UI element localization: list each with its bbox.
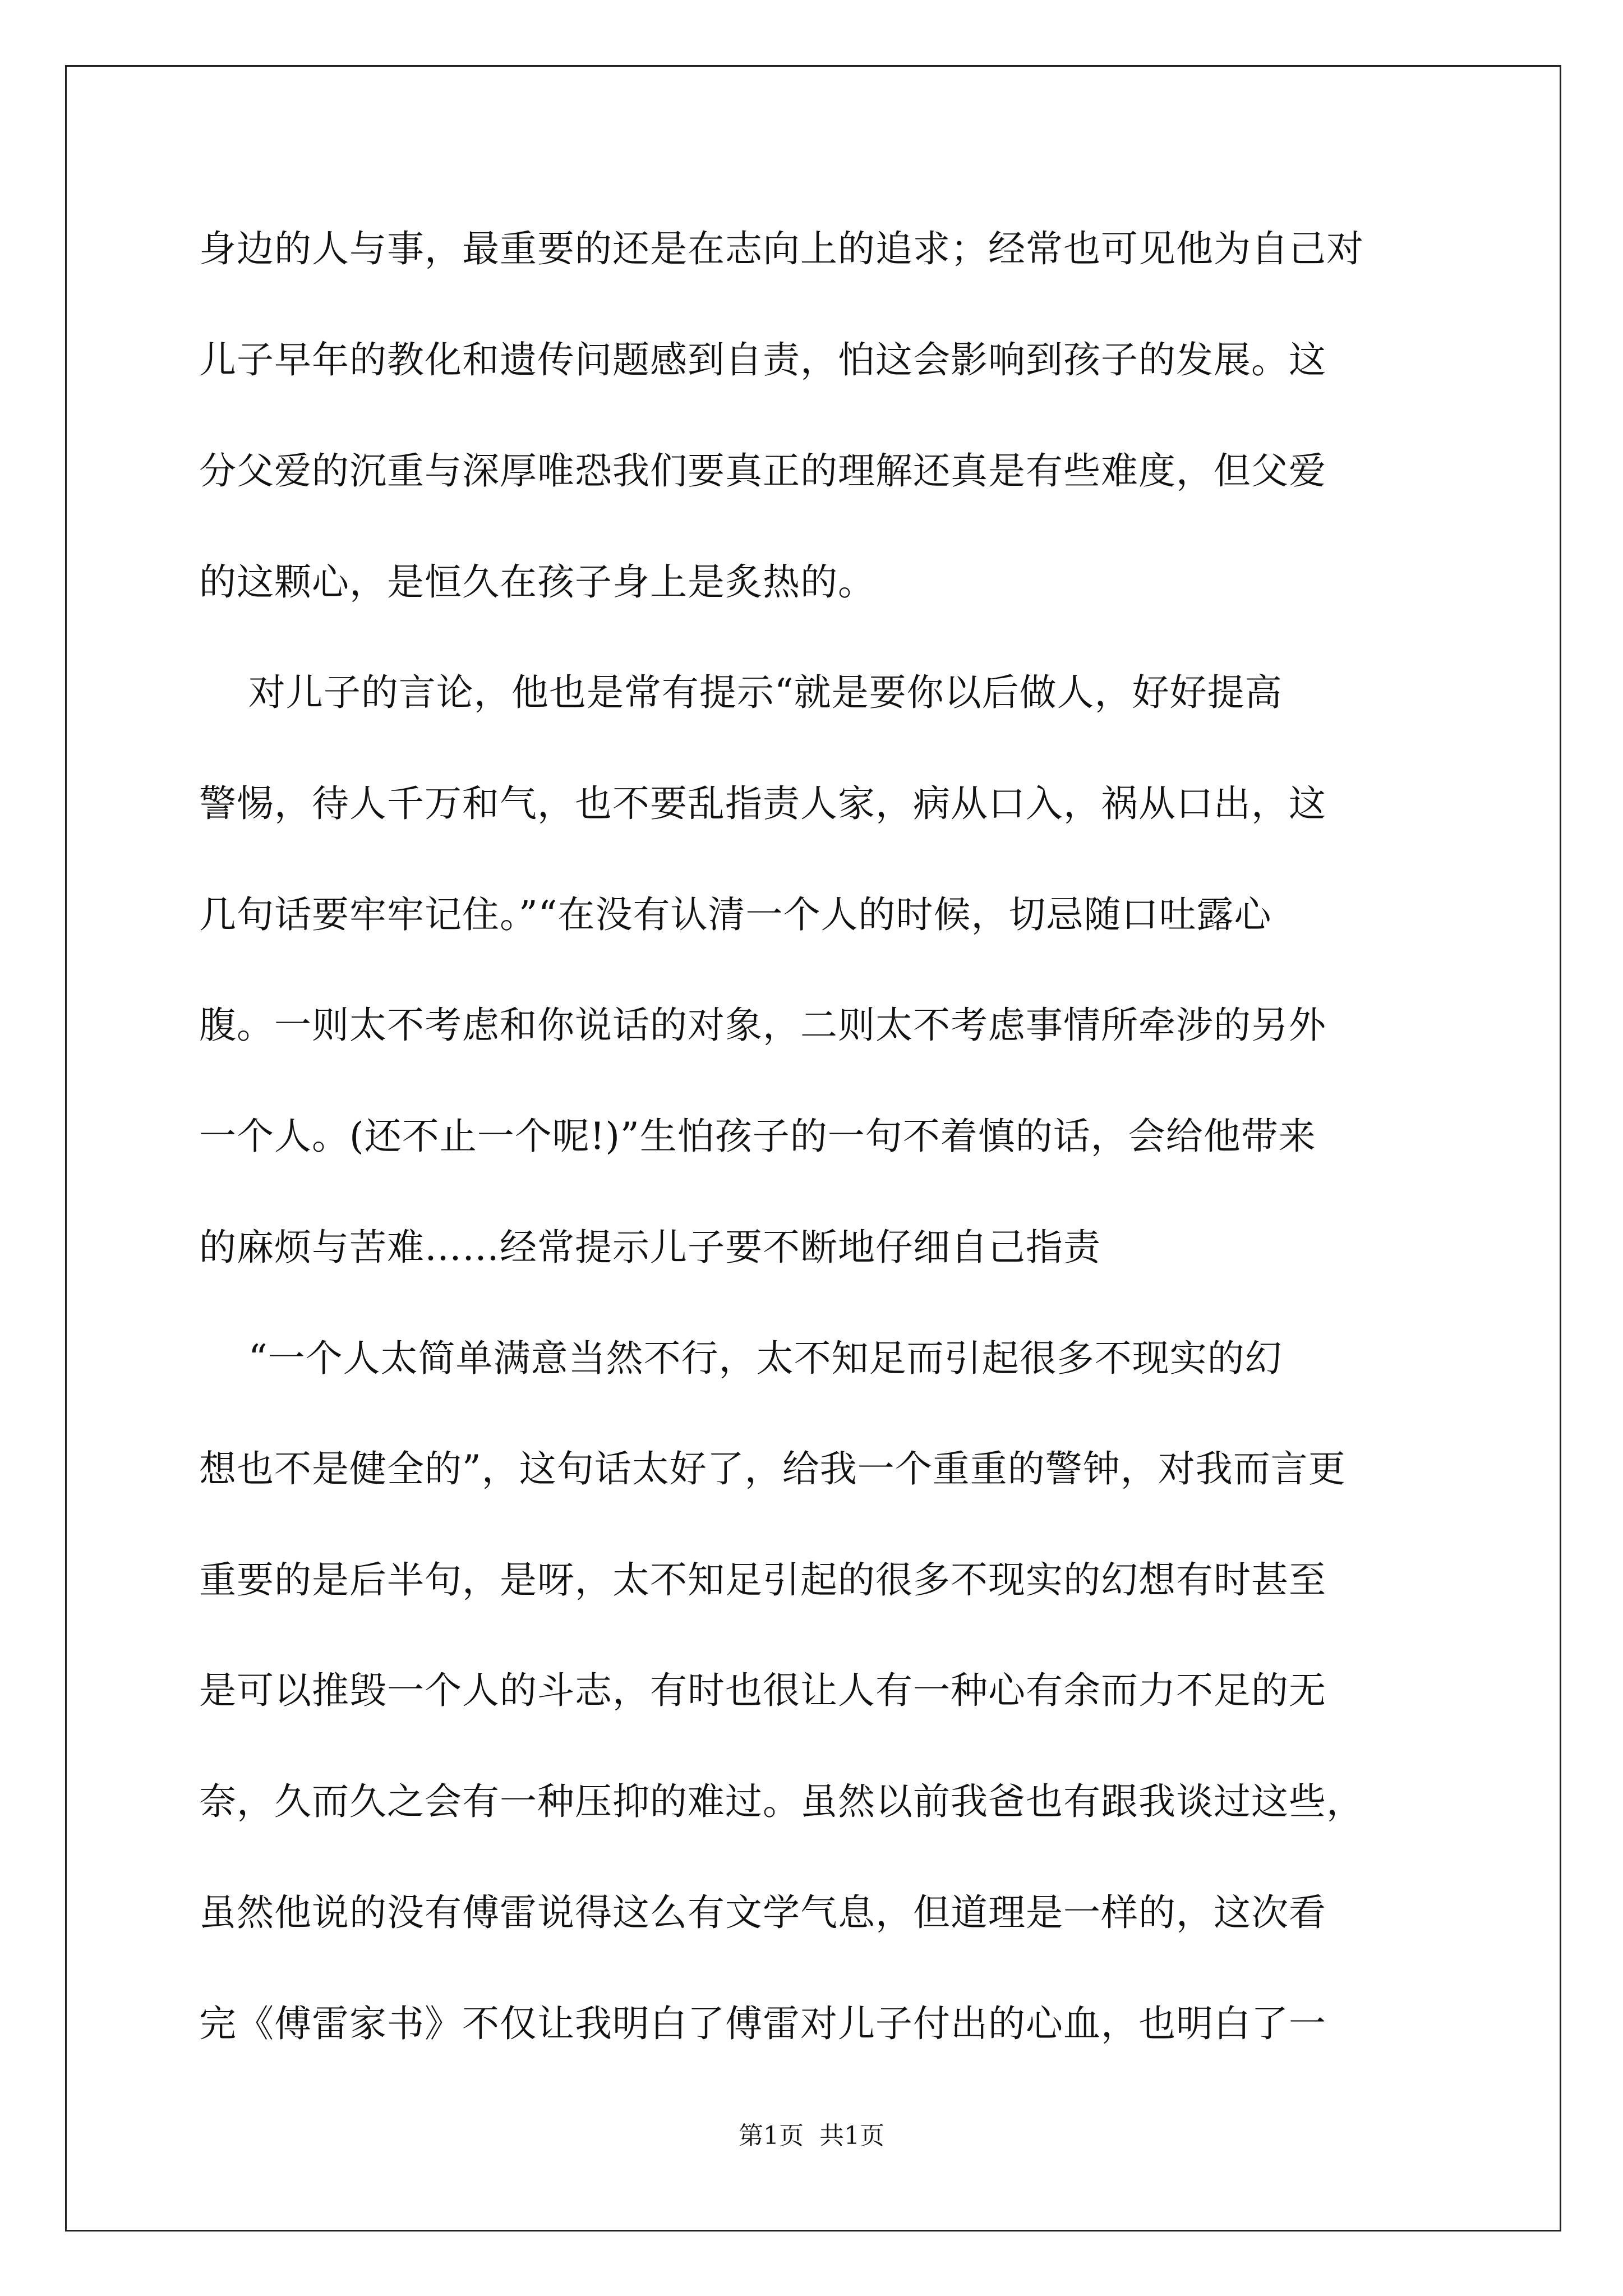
- body-line-13: 重要的是后半句，是呀，太不知足引起的很多不现实的幻想有时甚至: [199, 1558, 1326, 1602]
- body-line-12: 想也不是健全的”，这句话太好了，给我一个重重的警钟，对我而言更: [199, 1447, 1346, 1490]
- body-line-8: 腹。一则太不考虑和你说话的对象，二则太不考虑事情所牵涉的另外: [199, 1004, 1326, 1047]
- body-line-5: 对儿子的言论，他也是常有提示“就是要你以后做人，好好提高: [199, 671, 1283, 714]
- body-line-4: 的这颗心，是恒久在孩子身上是炙热的。: [199, 560, 875, 604]
- body-line-7: 几句话要牢牢记住。”“在没有认清一个人的时候，切忌随口吐露心: [199, 893, 1272, 936]
- body-line-6: 警惕，待人千万和气，也不要乱指责人家，病从口入，祸从口出，这: [199, 782, 1326, 825]
- body-line-9: 一个人。(还不止一个呢!)”生怕孩子的一句不着慎的话，会给他带来: [199, 1115, 1316, 1158]
- body-line-14: 是可以推毁一个人的斗志，有时也很让人有一种心有余而力不足的无: [199, 1669, 1326, 1712]
- body-line-15: 奈，久而久之会有一种压抑的难过。虽然以前我爸也有跟我谈过这些，: [199, 1780, 1364, 1823]
- body-line-10: 的麻烦与苦难……经常提示儿子要不断地仔细自己指责: [199, 1226, 1101, 1269]
- body-line-3: 分父爱的沉重与深厚唯恐我们要真正的理解还真是有些难度，但父爱: [199, 449, 1326, 493]
- body-line-1: 身边的人与事，最重要的还是在志向上的追求；经常也可见他为自己对: [199, 227, 1364, 270]
- body-line-2: 儿子早年的教化和遗传问题感到自责，怕这会影响到孩子的发展。这: [199, 338, 1326, 381]
- body-line-16: 虽然他说的没有傅雷说得这么有文学气息，但道理是一样的，这次看: [199, 1891, 1326, 1934]
- body-line-17: 完《傅雷家书》不仅让我明白了傅雷对儿子付出的心血，也明白了一: [199, 2002, 1326, 2045]
- body-line-11: “一个人太简单满意当然不行，太不知足而引起很多不现实的幻: [199, 1337, 1283, 1380]
- page-footer: 第1页 共1页: [739, 2122, 884, 2150]
